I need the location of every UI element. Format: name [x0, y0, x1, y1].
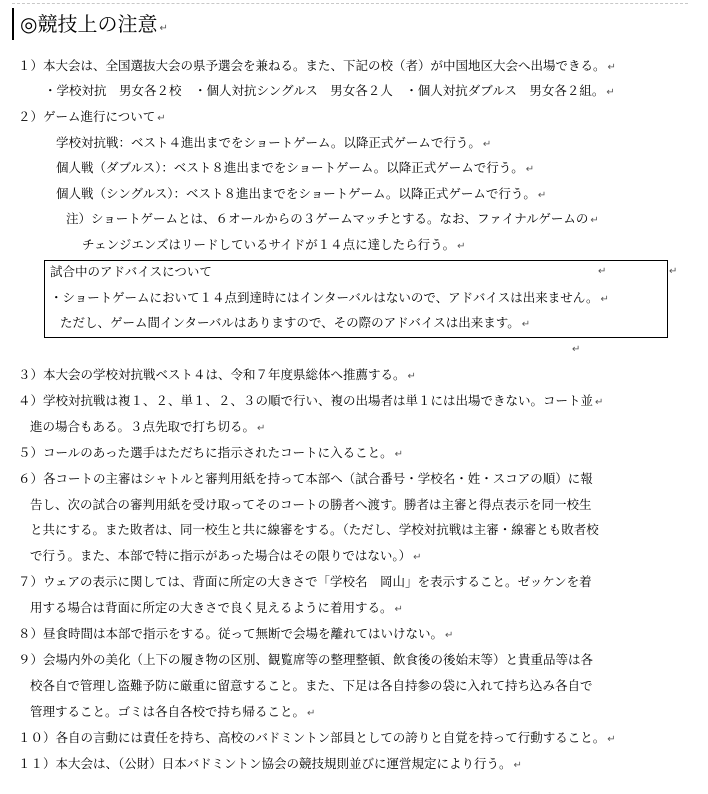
paragraph-mark-icon: ↵	[537, 190, 547, 201]
paragraph-mark-icon: ↵	[157, 113, 166, 124]
rule-7-line-2: 用する場合は背面に所定の大きさで良く見えるように着用する。 ↵	[30, 600, 403, 615]
rule-2-note-line-2: チェンジエンズはリードしているサイドが１４点に達したら行う。 ↵	[82, 237, 466, 252]
rule-7-line-1: ７）ウェアの表示に関しては、背面に所定の大きさで「学校名 岡山」を表示すること。ゼッケンを着	[18, 574, 592, 589]
rule-2-doubles-line: 個人戦（ダブルス）：ベスト８進出までをショートゲーム。以降正式ゲームで行う。 ↵	[56, 160, 535, 175]
paragraph-mark-icon: ↵	[407, 371, 416, 382]
rule-4-line-1: ４）学校対抗戦は複１、２、単１、２、３の順で行い、複の出場者は単１には出場できない。コート並 ↵	[18, 393, 604, 408]
paragraph-mark-icon: ↵	[607, 62, 616, 73]
rule-4-line-2: 進の場合もある。３点先取で打ち切る。 ↵	[30, 419, 266, 434]
paragraph-mark-icon: ↵	[394, 604, 403, 615]
advice-box-title: 試合中のアドバイスについて	[50, 264, 212, 279]
rule-1-quota-line: ・学校対抗 男女各２校 ・個人対抗シングルス 男女各２人 ・個人対抗ダブルス 男女各２組。 ↵	[44, 83, 615, 98]
page-top-border	[12, 3, 688, 4]
rule-10-line: １０）各自の言動には責任を持ち、高校のバドミントン部員としての誇りと自覚を持って行動すること。 ↵	[18, 730, 616, 745]
paragraph-mark-icon: ↵	[600, 294, 609, 305]
paragraph-mark-icon: ↵	[482, 139, 492, 150]
rule-3-line: ３）本大会の学校対抗戦ベスト４は、令和７年度県総体へ推薦する。 ↵	[18, 367, 416, 382]
paragraph-mark-icon: ↵	[607, 734, 616, 745]
paragraph-mark-icon: ↵	[513, 760, 522, 771]
rule-5-line: ５）コールのあった選手はただちに指示されたコートに入ること。 ↵	[18, 445, 404, 460]
rule-9-line-2: 校各自で管理し盗難予防に厳重に留意すること。また、下足は各自持参の袋に入れて持ち込み各自で	[30, 678, 593, 693]
paragraph-mark-icon: ↵	[257, 423, 266, 434]
paragraph-mark-icon: ↵	[595, 397, 604, 408]
rule-2-singles-line: 個人戦（シングルス）：ベスト８進出までをショートゲーム。以降正式ゲームで行う。 ↵	[56, 186, 547, 201]
rule-1-line: １）本大会は、全国選抜大会の県予選会を兼ねる。また、下記の校（者）が中国地区大会へ出場できる。 ↵	[18, 58, 616, 73]
rule-8-line: ８）昼食時間は本部で指示をする。従って無断で会場を離れてはいけない。 ↵	[18, 626, 454, 641]
paragraph-mark-icon: ↵	[159, 23, 168, 34]
advice-box-line-1: ・ショートゲームにおいて１４点到達時にはインターバルはないので、アドバイスは出来ません。 ↵	[50, 290, 609, 305]
rule-6-line-1: ６）各コートの主審はシャトルと審判用紙を持って本部へ（試合番号・学校名・姓・スコアの順）に報	[18, 471, 593, 486]
paragraph-mark-icon: ↵	[572, 344, 581, 355]
paragraph-mark-icon: ↵	[457, 241, 466, 252]
page-title: ◎競技上の注意 ↵	[12, 8, 168, 40]
rule-11-line: １１）本大会は、（公財）日本バドミントン協会の競技規則並びに運営規定により行う。 ↵	[18, 756, 522, 771]
rule-2-note-line-1: 注）ショートゲームとは、６オールからの３ゲームマッチとする。なお、ファイナルゲームの ↵	[66, 211, 599, 226]
paragraph-mark-icon: ↵	[525, 164, 535, 175]
paragraph-mark-icon: ↵	[590, 215, 599, 226]
rule-9-line-3: 管理すること。ゴミは各自各校で持ち帰ること。 ↵	[30, 704, 316, 719]
paragraph-mark-icon: ↵	[521, 319, 531, 330]
paragraph-mark-icon: ↵	[307, 708, 316, 719]
paragraph-mark-icon: ↵	[598, 266, 607, 277]
rule-9-line-1: ９）会場内外の美化（上下の履き物の区別、観覧席等の整理整頓、飲食後の後始末等）と貴重品等は各	[18, 652, 594, 667]
advice-box-line-2: ただし、ゲーム間インターバルはありますので、その際のアドバイスは出来ます。 ↵	[60, 315, 531, 330]
paragraph-mark-icon: ↵	[413, 552, 422, 563]
rule-6-line-2: 告し、次の試合の審判用紙を受け取ってそのコートの勝者へ渡す。勝者は主審と得点表示を同一校生	[30, 497, 592, 512]
rule-2-team-line: 学校対抗戦：ベスト４進出までをショートゲーム。以降正式ゲームで行う。 ↵	[56, 135, 492, 150]
rule-6-line-4: で行う。また、本部で特に指示があった場合はその限りではない。） ↵	[30, 548, 422, 563]
rule-2-heading: ２）ゲーム進行について ↵	[18, 109, 166, 124]
paragraph-mark-icon: ↵	[669, 266, 678, 277]
rule-6-line-3: と共にする。また敗者は、同一校生と共に線審をする。（ただし、学校対抗戦は主審・線審とも敗者校	[30, 522, 599, 537]
paragraph-mark-icon: ↵	[606, 87, 615, 98]
paragraph-mark-icon: ↵	[394, 449, 404, 460]
paragraph-mark-icon: ↵	[445, 630, 454, 641]
